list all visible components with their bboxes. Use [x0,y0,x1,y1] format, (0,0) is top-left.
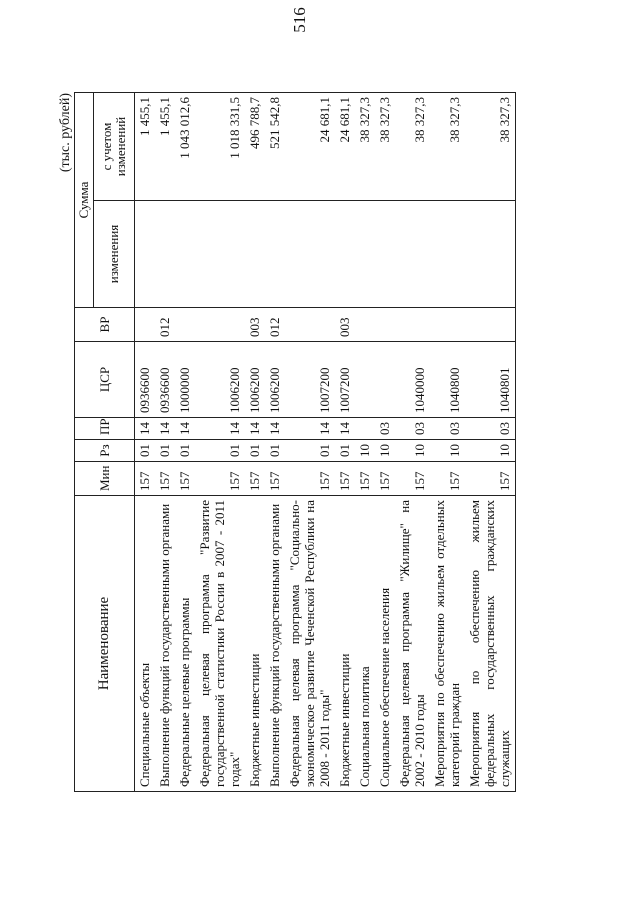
cell-changes [395,201,430,308]
cell-changes [465,201,516,308]
cell-min: 157 [285,462,335,496]
budget-table [74,92,516,792]
cell-name: Специальные объекты [135,496,156,792]
header-name: Наименование [75,496,135,792]
cell-csr: 1007200 [285,342,335,418]
cell-rz: 10 [355,440,375,462]
cell-total: 38 327,3 [430,93,465,201]
cell-total: 24 681,1 [285,93,335,201]
cell-pr: 14 [265,418,285,440]
cell-vr [430,308,465,342]
cell-min: 157 [355,462,375,496]
cell-name: Бюджетные инвестиции [335,496,355,792]
cell-name: Бюджетные инвестиции [245,496,265,792]
cell-total: 38 327,3 [355,93,375,201]
table-row [355,93,375,792]
cell-min: 157 [375,462,395,496]
cell-name: Мероприятия по обеспечению жильем отдельных категорий граждан [430,496,465,792]
table-row [335,93,355,792]
cell-csr [355,342,375,418]
cell-csr: 1000000 [175,342,195,418]
cell-vr [375,308,395,342]
cell-pr: 14 [155,418,175,440]
cell-total: 496 788,7 [245,93,265,201]
cell-changes [245,201,265,308]
cell-rz: 01 [265,440,285,462]
cell-changes [335,201,355,308]
cell-total: 1 018 331,5 [195,93,245,201]
cell-vr: 012 [265,308,285,342]
table-row [195,93,245,792]
cell-rz: 01 [195,440,245,462]
cell-name: Федеральная целевая программа "Развитие государственной статистики России в 2007 - 2011 годах" [195,496,245,792]
cell-rz: 01 [135,440,156,462]
table-body [135,93,516,792]
table-row [395,93,430,792]
cell-changes [375,201,395,308]
table-row [135,93,156,792]
cell-csr: 1006200 [195,342,245,418]
cell-name: Мероприятия по обеспечению жильем федеральных государственных гражданских служащих [465,496,516,792]
cell-pr: 14 [175,418,195,440]
cell-changes [265,201,285,308]
cell-changes [285,201,335,308]
cell-min: 157 [135,462,156,496]
cell-min: 157 [465,462,516,496]
cell-min: 157 [335,462,355,496]
cell-pr: 03 [375,418,395,440]
cell-vr: 003 [245,308,265,342]
cell-min: 157 [265,462,285,496]
cell-rz: 01 [285,440,335,462]
header-with-changes: с учетом изменений [94,93,135,201]
cell-total: 1 043 012,6 [175,93,195,201]
header-sum: Сумма [75,93,94,308]
units-note: (тыс. рублей) [58,93,73,173]
header-min: Мин [75,462,135,496]
cell-changes [135,201,156,308]
header-pr: ПР [75,418,135,440]
cell-changes [355,201,375,308]
cell-total: 38 327,3 [395,93,430,201]
cell-changes [155,201,175,308]
cell-total: 24 681,1 [335,93,355,201]
cell-rz: 10 [465,440,516,462]
cell-vr [355,308,375,342]
cell-csr: 1006200 [245,342,265,418]
cell-changes [430,201,465,308]
cell-pr: 14 [135,418,156,440]
cell-pr: 14 [195,418,245,440]
cell-pr: 14 [335,418,355,440]
cell-csr [375,342,395,418]
cell-name: Федеральная целевая программа "Жилище" на 2002 - 2010 годы [395,496,430,792]
cell-rz: 01 [335,440,355,462]
cell-total: 38 327,3 [375,93,395,201]
cell-name: Выполнение функций государственными органами [265,496,285,792]
table-row [285,93,335,792]
cell-changes [195,201,245,308]
cell-vr [395,308,430,342]
cell-csr: 0936600 [155,342,175,418]
page-number: 516 [290,7,309,33]
cell-total: 38 327,3 [465,93,516,201]
cell-vr: 003 [335,308,355,342]
cell-name: Федеральные целевые программы [175,496,195,792]
header-rz: Рз [75,440,135,462]
cell-name: Социальная политика [355,496,375,792]
cell-min: 157 [430,462,465,496]
table-row [465,93,516,792]
cell-vr [135,308,156,342]
header-vr: ВР [75,308,135,342]
cell-pr: 03 [430,418,465,440]
cell-csr: 0936600 [135,342,156,418]
cell-rz: 10 [395,440,430,462]
cell-changes [175,201,195,308]
cell-rz: 10 [430,440,465,462]
header-csr: ЦСР [75,342,135,418]
cell-min: 157 [195,462,245,496]
cell-name: Федеральная целевая программа "Социально-экономическое развитие Чеченской Республики на 2008 - 2011 годы" [285,496,335,792]
cell-min: 157 [155,462,175,496]
cell-rz: 01 [245,440,265,462]
cell-vr: 012 [155,308,175,342]
cell-csr: 1040801 [465,342,516,418]
table-header [75,93,135,792]
cell-csr: 1007200 [335,342,355,418]
table-row [245,93,265,792]
cell-rz: 10 [375,440,395,462]
cell-pr: 03 [465,418,516,440]
cell-min: 157 [175,462,195,496]
cell-min: 157 [245,462,265,496]
table-row [175,93,195,792]
cell-total: 1 455,1 [155,93,175,201]
cell-pr [355,418,375,440]
cell-vr [175,308,195,342]
cell-pr: 14 [285,418,335,440]
cell-csr: 1040800 [430,342,465,418]
table-row [430,93,465,792]
table-row [375,93,395,792]
cell-total: 521 542,8 [265,93,285,201]
cell-csr: 1006200 [265,342,285,418]
table-row [265,93,285,792]
cell-min: 157 [395,462,430,496]
cell-total: 1 455,1 [135,93,156,201]
cell-rz: 01 [155,440,175,462]
cell-vr [465,308,516,342]
cell-pr: 14 [245,418,265,440]
cell-name: Выполнение функций государственными органами [155,496,175,792]
cell-rz: 01 [175,440,195,462]
cell-pr: 03 [395,418,430,440]
cell-vr [285,308,335,342]
cell-csr: 1040000 [395,342,430,418]
cell-name: Социальное обеспечение населения [375,496,395,792]
header-changes: изменения [94,201,135,308]
table-row [155,93,175,792]
cell-vr [195,308,245,342]
